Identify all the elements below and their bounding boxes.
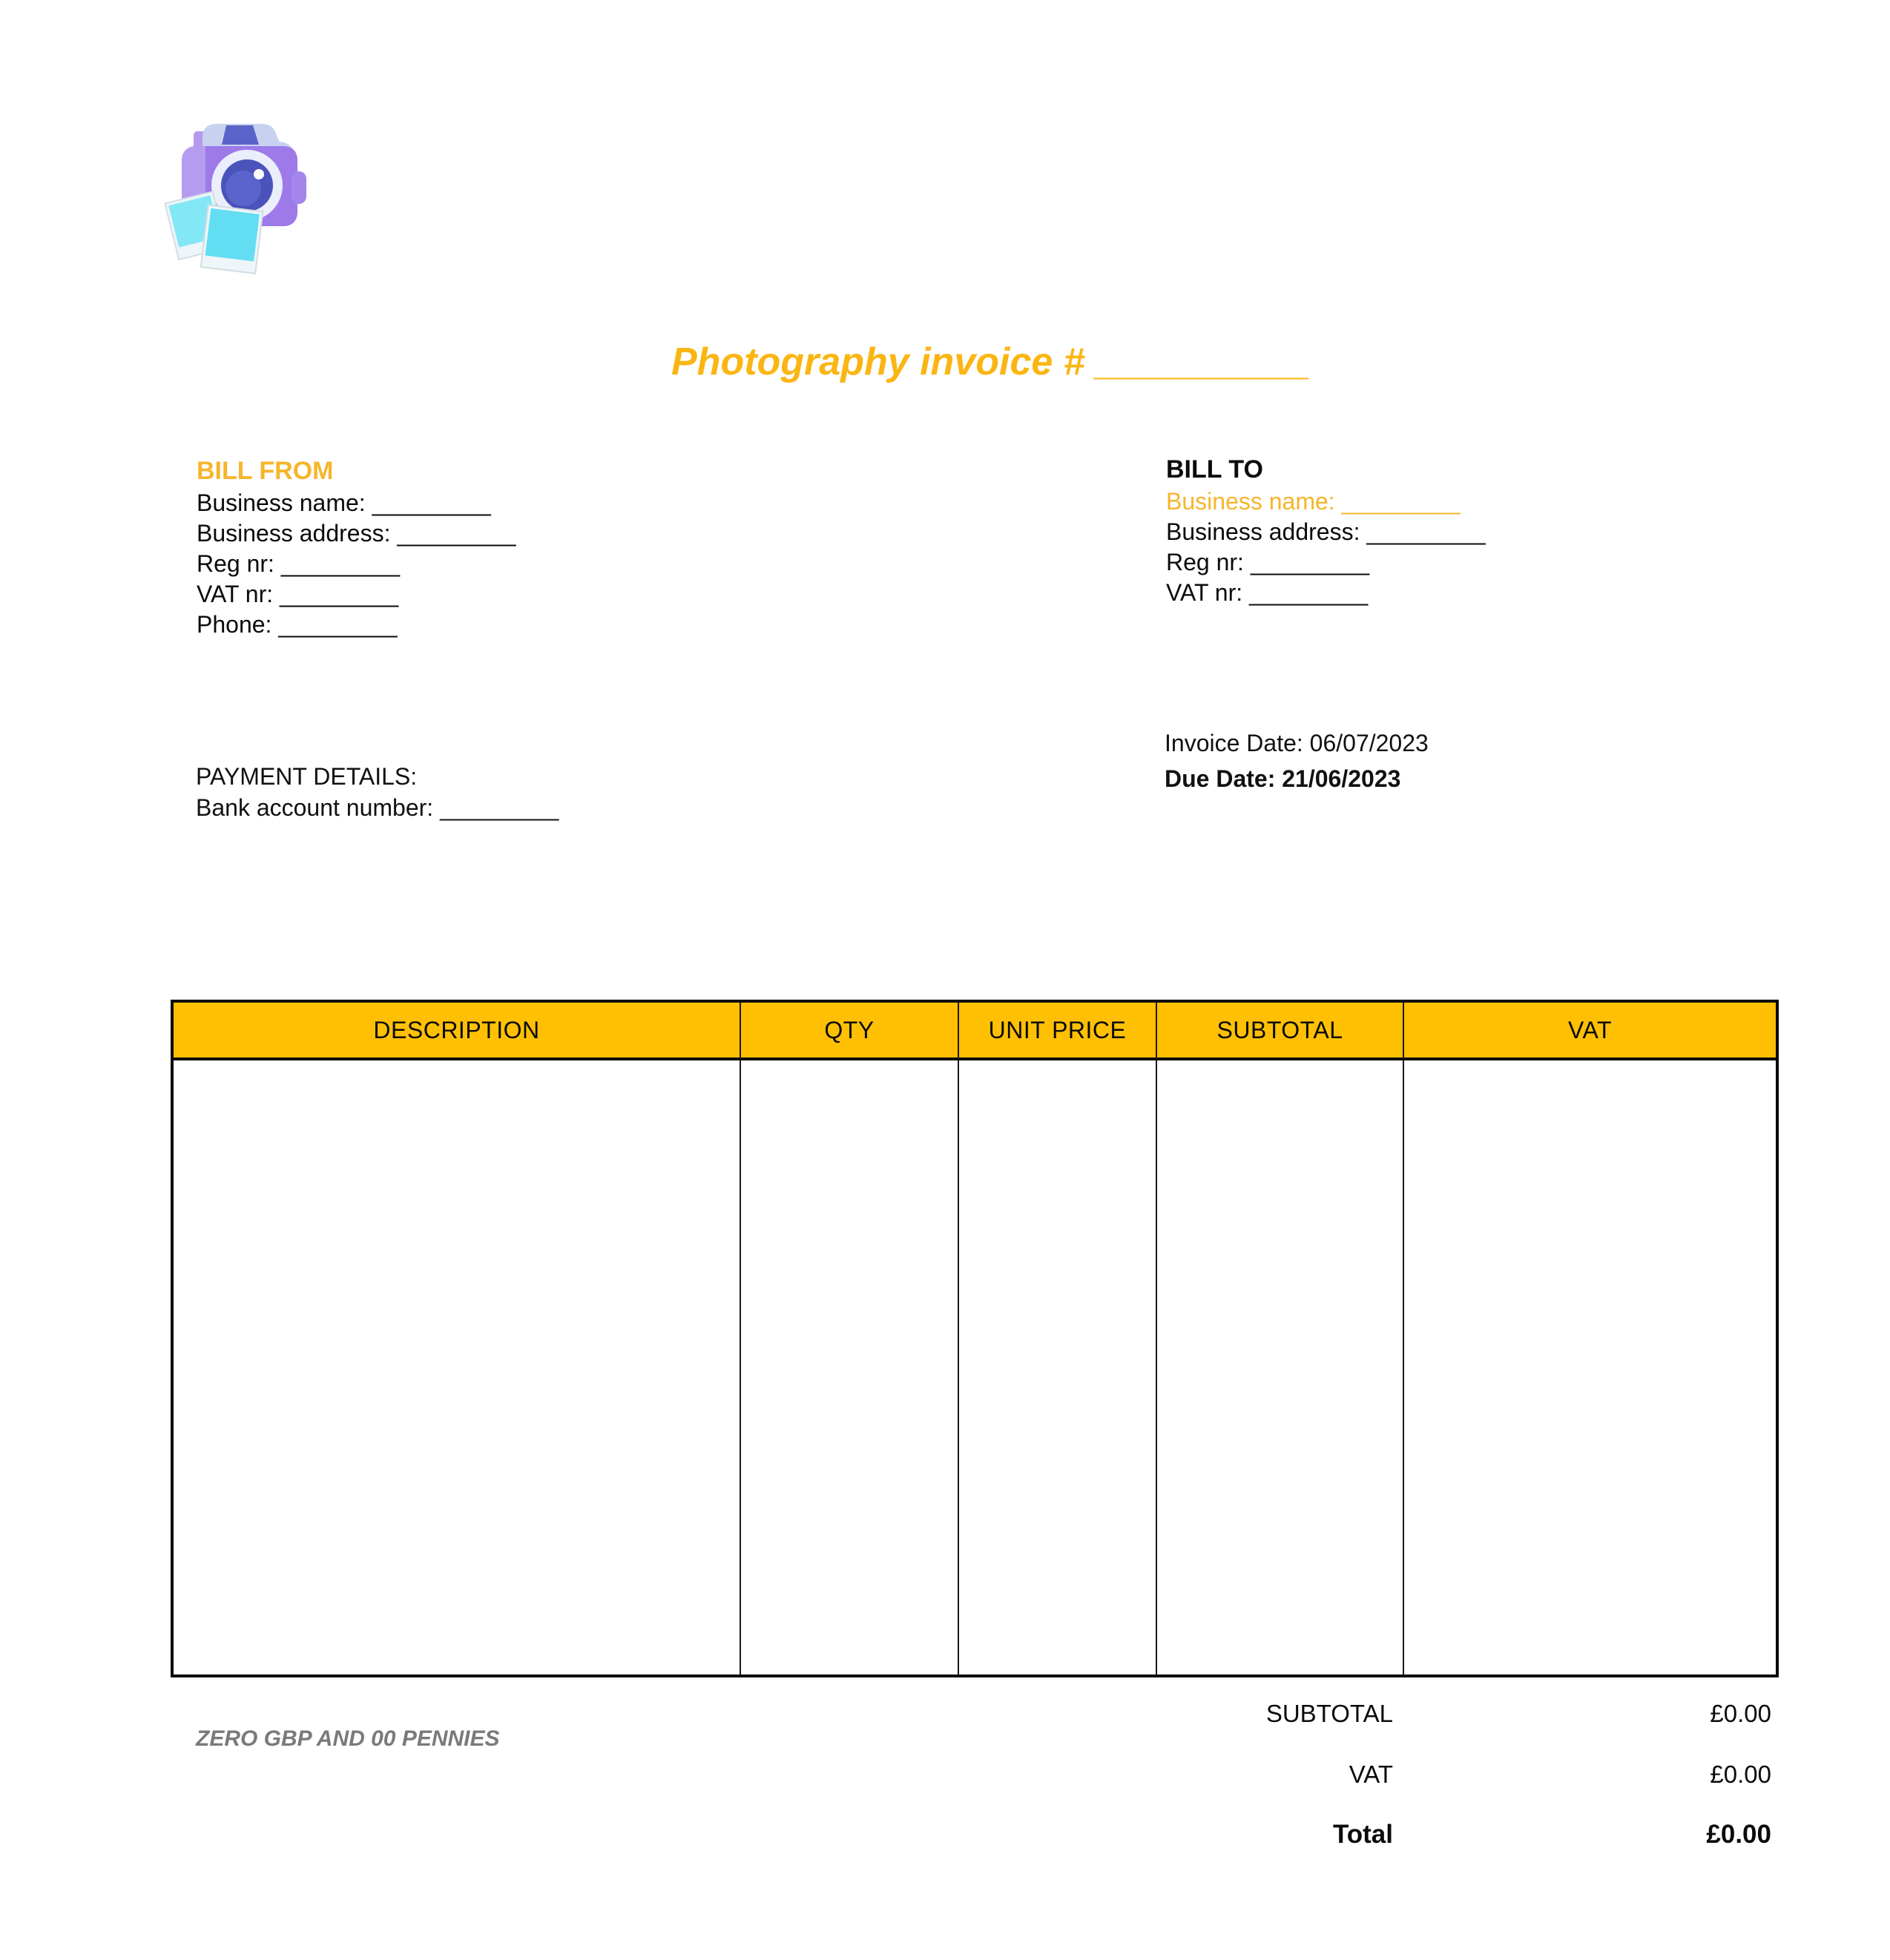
summary-vat-value: £0.00 — [1710, 1761, 1771, 1788]
summary-total-value: £0.00 — [1706, 1820, 1771, 1849]
bill-from-heading: BILL FROM — [197, 457, 334, 485]
vat-cell-empty[interactable] — [1404, 1060, 1776, 1674]
camera-icon — [159, 115, 323, 274]
summary-subtotal-value: £0.00 — [1710, 1700, 1771, 1727]
bill-to-reg-nr-field[interactable]: Reg nr: _________ — [1166, 549, 1369, 575]
bank-account-number-field[interactable]: Bank account number: _________ — [196, 794, 559, 821]
company-logo — [159, 115, 323, 274]
bill-from-section — [197, 454, 516, 640]
bill-to-business-name-field[interactable]: Business name: _________ — [1166, 488, 1461, 515]
unit-price-cell-empty[interactable] — [959, 1060, 1157, 1674]
summary-total-label: Total — [1332, 1820, 1393, 1849]
summary-total-row — [171, 1820, 1779, 1850]
bill-from-business-name-field[interactable]: Business name: _________ — [197, 489, 491, 516]
bill-to-heading: BILL TO — [1166, 455, 1263, 484]
column-header-vat: VAT — [1404, 1003, 1776, 1060]
summary-vat-row — [171, 1761, 1779, 1789]
bill-to-business-address-field[interactable]: Business address: _________ — [1166, 518, 1486, 545]
invoice-date: Invoice Date: 06/07/2023 — [1165, 730, 1429, 756]
column-header-qty: QTY — [741, 1003, 959, 1060]
invoice-title: Photography invoice # __________ — [671, 340, 1311, 383]
qty-cell-empty[interactable] — [741, 1060, 959, 1674]
line-items-table — [171, 1000, 1779, 1677]
amount-in-words: ZERO GBP AND 00 PENNIES — [196, 1726, 500, 1751]
dates-section — [1165, 725, 1429, 796]
due-date: Due Date: 21/06/2023 — [1165, 765, 1401, 792]
summary-subtotal-row — [171, 1700, 1779, 1728]
column-header-unit-price: UNIT PRICE — [959, 1003, 1157, 1060]
bill-to-vat-nr-field[interactable]: VAT nr: _________ — [1166, 579, 1369, 606]
payment-details-heading: PAYMENT DETAILS: — [196, 763, 418, 790]
column-header-subtotal: SUBTOTAL — [1157, 1003, 1404, 1060]
description-cell-empty[interactable] — [174, 1060, 741, 1674]
photo-icon — [201, 205, 263, 273]
column-header-description: DESCRIPTION — [174, 1003, 741, 1060]
summary-vat-label: VAT — [1349, 1761, 1393, 1788]
subtotal-cell-empty[interactable] — [1157, 1060, 1404, 1674]
bill-to-section — [1166, 452, 1486, 608]
bill-from-vat-nr-field[interactable]: VAT nr: _________ — [197, 581, 399, 607]
bill-from-reg-nr-field[interactable]: Reg nr: _________ — [197, 550, 400, 577]
bill-from-business-address-field[interactable]: Business address: _________ — [197, 520, 516, 547]
bill-from-phone-field[interactable]: Phone: _________ — [197, 611, 398, 638]
summary-subtotal-label: SUBTOTAL — [1265, 1700, 1393, 1727]
payment-details-section — [196, 761, 559, 823]
